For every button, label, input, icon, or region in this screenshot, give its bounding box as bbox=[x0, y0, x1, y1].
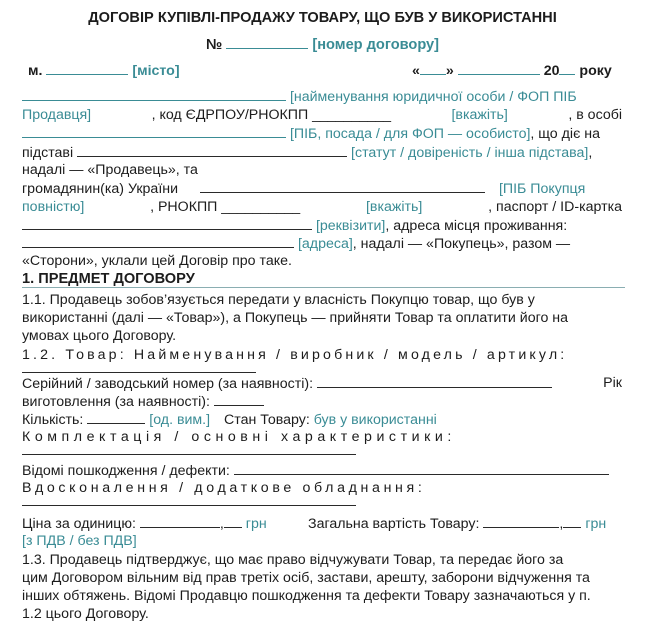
p11-line-2: використанні (далі — «Товар»), а Покупець — прийняти Товар та оплатити його на bbox=[22, 310, 569, 326]
p13-line-3: інших обтяжень. Відомі Продавцю пошкодження та дефекти Товару зазначаються у п. bbox=[22, 588, 591, 604]
intro-line-5: надалі — «Продавець», та bbox=[22, 162, 198, 178]
p13-line-2: цим Договором вільним від прав третіх осіб, застави, арешту, заборони відчуження та bbox=[22, 570, 590, 586]
defects-line: Відомі пошкодження / дефекти: bbox=[22, 461, 622, 480]
city-prefix: м. bbox=[28, 63, 43, 79]
intro-line-6: громадянин(ка) України [ПІБ Покупця bbox=[22, 181, 586, 197]
unit-price-kop-blank[interactable] bbox=[224, 514, 242, 528]
serial-blank[interactable] bbox=[317, 374, 552, 388]
unit-price-blank[interactable] bbox=[140, 514, 220, 528]
p11-line-1: 1.1. Продавець зобов’язується передати у власність Покупцю товар, що був у bbox=[22, 292, 535, 308]
intro-line-2: Продавця] , код ЄДРПОУ/РНОКПП __________ [вкажіть] , в особі bbox=[22, 107, 622, 123]
seller-code-placeholder[interactable]: [вкажіть] bbox=[451, 107, 508, 123]
total-price-blank[interactable] bbox=[483, 514, 559, 528]
seller-rep-placeholder[interactable]: [ПІБ, посада / для ФОП — особисто] bbox=[289, 126, 531, 142]
buyer-name-blank[interactable] bbox=[200, 179, 485, 193]
completeness-blank[interactable] bbox=[22, 441, 356, 455]
address-placeholder[interactable]: [адреса] bbox=[297, 236, 353, 252]
year-made-line: виготовлення (за наявності): bbox=[22, 392, 622, 411]
p13-line-4: 1.2 цього Договору. bbox=[22, 606, 149, 622]
section-divider bbox=[22, 287, 625, 288]
number-blank[interactable] bbox=[226, 35, 308, 49]
completeness-line bbox=[22, 441, 622, 455]
day-blank[interactable] bbox=[420, 61, 446, 75]
basis-blank[interactable] bbox=[77, 143, 347, 157]
defects-blank[interactable] bbox=[234, 461, 609, 475]
intro-line-4: підставі [статут / довіреність / інша підстава], bbox=[22, 145, 593, 161]
upgrades-heading: Вдосконалення / додаткове обладнання: bbox=[22, 480, 426, 496]
upgrades-line bbox=[22, 492, 622, 506]
completeness-heading: Комплектація / основні характеристики: bbox=[22, 429, 456, 445]
number-placeholder[interactable]: [номер договору] bbox=[312, 37, 440, 53]
seller-rep-blank[interactable] bbox=[22, 124, 286, 138]
unit-placeholder[interactable]: [од. вим.] bbox=[149, 412, 211, 428]
intro-line-10: «Сторони», уклали цей Договір про таке. bbox=[22, 253, 292, 269]
address-blank[interactable] bbox=[22, 234, 294, 248]
vat-placeholder[interactable]: [з ПДВ / без ПДВ] bbox=[22, 533, 137, 549]
buyer-code-placeholder[interactable]: [вкажіть] bbox=[365, 199, 423, 215]
number-sign: № bbox=[205, 37, 223, 53]
year-blank[interactable] bbox=[559, 61, 575, 75]
intro-line-8: [реквізити], адреса місця проживання: bbox=[22, 216, 622, 235]
city-date-line bbox=[28, 61, 618, 80]
seller-name-placeholder[interactable]: [найменування юридичної особи / ФОП ПІБ bbox=[289, 89, 577, 105]
intro-line-1 bbox=[22, 87, 622, 106]
upgrades-blank[interactable] bbox=[22, 492, 356, 506]
intro-line-7: повністю] , РНОКПП __________ [вкажіть] , паспорт / ID-картка bbox=[22, 199, 622, 215]
year-made-blank[interactable] bbox=[214, 392, 264, 406]
passport-placeholder[interactable]: [реквізити] bbox=[315, 218, 386, 234]
p12-heading: 1.2. Товар: Найменування / виробник / модель / артикул: bbox=[22, 347, 568, 363]
quantity-line: Кількість: [од. вим.] Стан Товару: був у використанні bbox=[22, 412, 437, 428]
serial-line: Серійний / заводський номер (за наявності): Рік bbox=[22, 375, 622, 392]
seller-name-blank[interactable] bbox=[22, 87, 286, 101]
state-value[interactable]: був у використанні bbox=[313, 412, 437, 428]
p13-line-1: 1.3. Продавець підтверджує, що має право відчужувати Товар, та передає його за bbox=[22, 552, 564, 568]
passport-blank[interactable] bbox=[22, 216, 312, 230]
month-blank[interactable] bbox=[458, 61, 540, 75]
intro-line-3: [ПІБ, посада / для ФОП — особисто], що діє на bbox=[22, 124, 622, 143]
document-title: ДОГОВІР КУПІВЛІ-ПРОДАЖУ ТОВАРУ, ЩО БУВ У ВИКОРИСТАННІ bbox=[88, 10, 557, 26]
vat-line bbox=[22, 532, 622, 550]
city-blank[interactable] bbox=[46, 61, 128, 75]
contract-number-line bbox=[0, 35, 645, 54]
price-line: Ціна за одиницю: , грн Загальна вартість Товару: , грн bbox=[22, 516, 607, 532]
section-1-heading: 1. ПРЕДМЕТ ДОГОВОРУ bbox=[22, 271, 195, 287]
basis-placeholder[interactable]: [статут / довіреність / інша підстава] bbox=[351, 145, 589, 161]
p11-line-3: умовах цього Договору. bbox=[22, 328, 177, 344]
total-price-kop-blank[interactable] bbox=[563, 514, 581, 528]
date-field: « » 20 року bbox=[412, 63, 612, 79]
total-price: Загальна вартість Товару: , грн bbox=[308, 516, 607, 532]
buyer-name-placeholder[interactable]: [ПІБ Покупця bbox=[498, 181, 586, 197]
item-name-line bbox=[22, 359, 622, 373]
item-name-blank[interactable] bbox=[22, 359, 256, 373]
intro-line-9: [адреса], надалі — «Покупець», разом — bbox=[22, 234, 622, 253]
city-placeholder[interactable]: [місто] bbox=[132, 63, 180, 79]
quantity-blank[interactable] bbox=[87, 410, 145, 424]
